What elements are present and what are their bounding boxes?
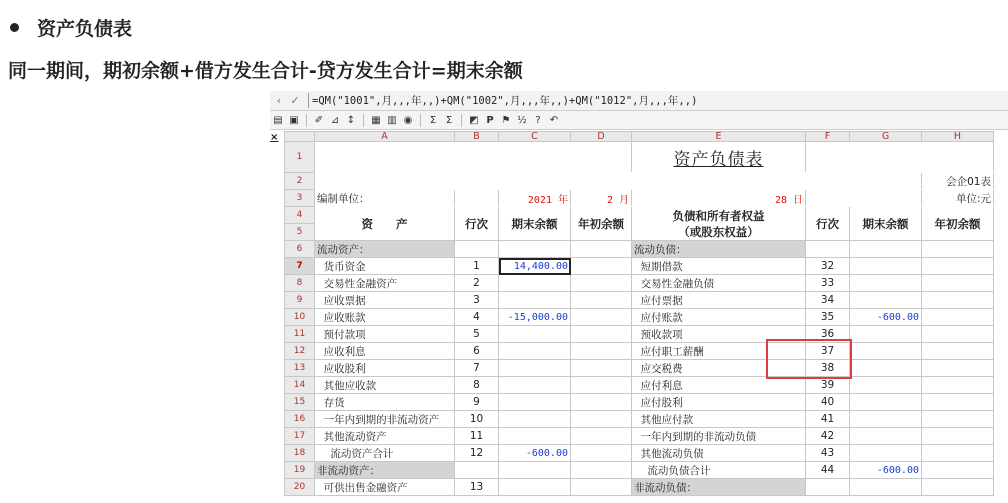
asset-name-cell[interactable]: 其他应收款 <box>315 377 455 394</box>
table-row <box>285 377 994 394</box>
title-row <box>285 142 994 173</box>
asset-name-cell[interactable]: 可供出售金融资产 <box>315 479 455 496</box>
line-number-cell[interactable]: 1 <box>455 258 499 275</box>
sum-all-icon[interactable]: Σ <box>445 114 453 126</box>
asset-name-cell[interactable]: 应收利息 <box>315 343 455 360</box>
line-number-cell[interactable]: 6 <box>455 343 499 360</box>
line-number-cell[interactable]: 41 <box>806 411 850 428</box>
row-header[interactable]: 13 <box>285 360 315 377</box>
column-header-e[interactable]: E <box>632 132 806 142</box>
ending-balance-cell[interactable] <box>499 394 571 411</box>
line-number-cell[interactable]: 2 <box>455 275 499 292</box>
header-ending-balance-2[interactable]: 期末余额 <box>850 207 922 241</box>
beginning-balance-cell[interactable] <box>922 377 994 394</box>
wand-icon[interactable]: ✐ <box>314 114 324 126</box>
header-assets[interactable]: 资 产 <box>315 207 455 241</box>
column-header-a[interactable]: A <box>315 132 455 142</box>
header-beginning-balance[interactable]: 年初余额 <box>571 207 632 241</box>
row-header[interactable]: 6 <box>285 241 315 258</box>
line-number-cell[interactable]: 9 <box>455 394 499 411</box>
ending-balance-cell[interactable] <box>499 462 571 479</box>
beginning-balance-cell[interactable] <box>571 292 632 309</box>
column-header-d[interactable]: D <box>571 132 632 142</box>
liability-name-cell[interactable]: 非流动负债： <box>632 479 806 496</box>
ending-balance-cell[interactable] <box>499 411 571 428</box>
beginning-balance-cell[interactable] <box>922 258 994 275</box>
asset-name-cell[interactable]: 流动资产合计 <box>315 445 455 462</box>
beginning-balance-cell[interactable] <box>571 343 632 360</box>
row-header[interactable]: 2 <box>285 173 315 190</box>
line-number-cell[interactable] <box>806 479 850 496</box>
line-number-cell[interactable]: 10 <box>455 411 499 428</box>
liability-name-cell[interactable]: 其他流动负债 <box>632 445 806 462</box>
beginning-balance-cell[interactable] <box>922 428 994 445</box>
row-header[interactable]: 14 <box>285 377 315 394</box>
line-number-cell[interactable]: 37 <box>806 343 850 360</box>
doc-icon[interactable]: ▤ <box>273 114 283 126</box>
confirm-formula-button[interactable]: ✓ <box>290 94 300 107</box>
line-number-cell[interactable]: 13 <box>455 479 499 496</box>
toolbar-divider <box>461 114 462 127</box>
row-header[interactable]: 9 <box>285 292 315 309</box>
ending-balance-cell[interactable] <box>850 428 922 445</box>
grid-icon[interactable]: ▦ <box>371 114 381 126</box>
ending-balance-cell[interactable]: -600.00 <box>499 445 571 462</box>
bullet-icon <box>10 23 19 32</box>
asset-name-cell[interactable]: 应收股利 <box>315 360 455 377</box>
ending-balance-cell[interactable] <box>850 445 922 462</box>
table-row <box>285 462 994 479</box>
row-header[interactable]: 11 <box>285 326 315 343</box>
report-day[interactable]: 28 日 <box>632 190 806 207</box>
ending-balance-cell[interactable] <box>850 479 922 496</box>
row-header[interactable]: 20 <box>285 479 315 496</box>
ending-balance-cell[interactable] <box>499 241 571 258</box>
table-row <box>285 309 994 326</box>
ending-balance-cell[interactable]: -15,000.00 <box>499 309 571 326</box>
beginning-balance-cell[interactable] <box>922 326 994 343</box>
p-icon[interactable]: P <box>486 114 494 126</box>
table-row <box>285 394 994 411</box>
row-header[interactable]: 19 <box>285 462 315 479</box>
beginning-balance-cell[interactable] <box>571 326 632 343</box>
ending-balance-cell[interactable] <box>850 343 922 360</box>
liability-name-cell[interactable]: 应付职工薪酬 <box>632 343 806 360</box>
heading-text: 资产负债表 <box>37 17 133 40</box>
line-number-cell[interactable]: 39 <box>806 377 850 394</box>
data-rows <box>285 241 994 496</box>
line-number-cell[interactable]: 38 <box>806 360 850 377</box>
row-header[interactable]: 3 <box>285 190 315 207</box>
blank-cell[interactable] <box>315 173 922 190</box>
form-number[interactable]: 会企01表 <box>922 173 994 190</box>
row-header[interactable]: 7 <box>285 258 315 275</box>
blank-cell[interactable] <box>806 142 994 173</box>
beginning-balance-cell[interactable] <box>571 411 632 428</box>
ending-balance-cell[interactable]: 14,400.00 <box>499 258 571 275</box>
column-header-f[interactable]: F <box>806 132 850 142</box>
table-row <box>285 360 994 377</box>
beginning-balance-cell[interactable] <box>922 309 994 326</box>
report-year[interactable]: 2021 年 <box>499 190 571 207</box>
balance-sheet-grid <box>284 131 994 496</box>
line-number-cell[interactable]: 35 <box>806 309 850 326</box>
sum-icon[interactable]: Σ <box>429 114 437 126</box>
beginning-balance-cell[interactable] <box>922 394 994 411</box>
beginning-balance-cell[interactable] <box>571 428 632 445</box>
asset-name-cell[interactable]: 非流动资产： <box>315 462 455 479</box>
row-header[interactable]: 16 <box>285 411 315 428</box>
beginning-balance-cell[interactable] <box>922 462 994 479</box>
blank-cell[interactable] <box>455 190 499 207</box>
liability-name-cell[interactable]: 应付股利 <box>632 394 806 411</box>
column-header-row <box>285 132 994 142</box>
table-row <box>285 258 994 275</box>
asset-name-cell[interactable]: 其他流动资产 <box>315 428 455 445</box>
line-number-cell[interactable]: 34 <box>806 292 850 309</box>
line-number-cell[interactable] <box>455 462 499 479</box>
beginning-balance-cell[interactable] <box>571 394 632 411</box>
row-header[interactable]: 17 <box>285 428 315 445</box>
line-number-cell[interactable]: 3 <box>455 292 499 309</box>
liability-name-cell[interactable]: 其他应付款 <box>632 411 806 428</box>
beginning-balance-cell[interactable] <box>922 292 994 309</box>
header-liabilities[interactable] <box>632 207 806 241</box>
liability-name-cell[interactable]: 一年内到期的非流动负债 <box>632 428 806 445</box>
ending-balance-cell[interactable] <box>499 479 571 496</box>
fraction-icon[interactable]: ½ <box>517 114 527 126</box>
header-line-no[interactable]: 行次 <box>455 207 499 241</box>
beginning-balance-cell[interactable] <box>922 343 994 360</box>
ending-balance-cell[interactable] <box>499 360 571 377</box>
flag-icon[interactable]: ⚑ <box>501 114 511 126</box>
chart2-icon[interactable]: ◩ <box>469 114 479 126</box>
line-number-cell[interactable]: 32 <box>806 258 850 275</box>
save-icon[interactable]: ▣ <box>289 114 299 126</box>
row-header[interactable]: 18 <box>285 445 315 462</box>
header-row <box>285 207 994 224</box>
ending-balance-cell[interactable] <box>850 241 922 258</box>
line-number-cell[interactable]: 40 <box>806 394 850 411</box>
blank-cell[interactable] <box>315 142 632 173</box>
table-row <box>285 445 994 462</box>
table-row <box>285 411 994 428</box>
ending-balance-cell[interactable] <box>850 411 922 428</box>
liability-name-cell[interactable]: 应付票据 <box>632 292 806 309</box>
blank-cell[interactable] <box>806 190 922 207</box>
binoculars-icon[interactable]: ◉ <box>403 114 413 126</box>
liability-name-cell[interactable]: 流动负债： <box>632 241 806 258</box>
line-number-cell[interactable]: 7 <box>455 360 499 377</box>
merge-icon[interactable]: ▥ <box>387 114 397 126</box>
unit-right[interactable]: 单位:元 <box>922 190 994 207</box>
beginning-balance-cell[interactable] <box>922 275 994 292</box>
asset-name-cell[interactable]: 货币资金 <box>315 258 455 275</box>
ending-balance-cell[interactable] <box>850 275 922 292</box>
header-liabilities-line1: 负债和所有者权益 <box>672 208 765 223</box>
toolbar-divider <box>363 114 364 127</box>
beginning-balance-cell[interactable] <box>571 258 632 275</box>
unit-label[interactable]: 编制单位： <box>315 190 455 207</box>
line-number-cell[interactable]: 5 <box>455 326 499 343</box>
table-row <box>285 428 994 445</box>
ending-balance-cell[interactable] <box>499 343 571 360</box>
table-row <box>285 275 994 292</box>
cancel-formula-button[interactable]: ‹ <box>276 94 282 107</box>
row-header[interactable]: 15 <box>285 394 315 411</box>
liability-name-cell[interactable]: 应付利息 <box>632 377 806 394</box>
beginning-balance-cell[interactable] <box>571 360 632 377</box>
ending-balance-cell[interactable]: -600.00 <box>850 462 922 479</box>
table-row <box>285 479 994 496</box>
row-header[interactable]: 12 <box>285 343 315 360</box>
subheading: 同一期间，期初余额+借方发生合计-贷方发生合计=期末余额 <box>8 60 523 82</box>
liability-name-cell[interactable]: 预收款项 <box>632 326 806 343</box>
meta-row <box>285 190 994 207</box>
formula-input[interactable]: =QM("1001",月,,,年,,)+QM("1002",月,,,年,,)+QM("1012",月,,,年,,) <box>308 93 697 108</box>
beginning-balance-cell[interactable] <box>922 360 994 377</box>
ending-balance-cell[interactable] <box>850 326 922 343</box>
row-header[interactable]: 1 <box>285 142 315 173</box>
beginning-balance-cell[interactable] <box>571 462 632 479</box>
row-header[interactable]: 8 <box>285 275 315 292</box>
corner-cell[interactable] <box>285 132 315 142</box>
beginning-balance-cell[interactable] <box>571 377 632 394</box>
column-header-b[interactable]: B <box>455 132 499 142</box>
liability-name-cell[interactable]: 流动负债合计 <box>632 462 806 479</box>
header-line-no-2[interactable]: 行次 <box>806 207 850 241</box>
ending-balance-cell[interactable] <box>850 377 922 394</box>
meta-row <box>285 173 994 190</box>
header-liabilities-line2: （或股东权益） <box>678 224 759 239</box>
row-header[interactable]: 10 <box>285 309 315 326</box>
ending-balance-cell[interactable] <box>499 275 571 292</box>
line-number-cell[interactable]: 33 <box>806 275 850 292</box>
beginning-balance-cell[interactable] <box>571 275 632 292</box>
beginning-balance-cell[interactable] <box>922 241 994 258</box>
asset-name-cell[interactable]: 一年内到期的非流动资产 <box>315 411 455 428</box>
section-heading <box>8 12 132 42</box>
row-header[interactable]: 5 <box>285 224 315 241</box>
toolbar <box>270 111 1008 130</box>
asset-name-cell[interactable]: 存货 <box>315 394 455 411</box>
ending-balance-cell[interactable] <box>850 360 922 377</box>
line-number-cell[interactable]: 44 <box>806 462 850 479</box>
asset-name-cell[interactable]: 交易性金融资产 <box>315 275 455 292</box>
liability-name-cell[interactable]: 应付账款 <box>632 309 806 326</box>
sort-icon[interactable]: ↕ <box>346 114 356 126</box>
beginning-balance-cell[interactable] <box>571 445 632 462</box>
table-row <box>285 241 994 258</box>
column-header-c[interactable]: C <box>499 132 571 142</box>
liability-name-cell[interactable]: 应交税费 <box>632 360 806 377</box>
beginning-balance-cell[interactable] <box>922 411 994 428</box>
asset-name-cell[interactable]: 应收票据 <box>315 292 455 309</box>
toolbar-divider <box>306 114 307 127</box>
beginning-balance-cell[interactable] <box>571 241 632 258</box>
liability-name-cell[interactable]: 交易性金融负债 <box>632 275 806 292</box>
ending-balance-cell[interactable] <box>850 258 922 275</box>
ending-balance-cell[interactable] <box>850 394 922 411</box>
line-number-cell[interactable]: 12 <box>455 445 499 462</box>
report-month[interactable]: 2 月 <box>571 190 632 207</box>
ending-balance-cell[interactable] <box>499 428 571 445</box>
line-number-cell[interactable]: 42 <box>806 428 850 445</box>
column-header-g[interactable]: G <box>850 132 922 142</box>
formula-bar <box>270 91 1008 111</box>
ending-balance-cell[interactable] <box>499 292 571 309</box>
table-row <box>285 343 994 360</box>
line-number-cell[interactable]: 4 <box>455 309 499 326</box>
header-ending-balance[interactable]: 期末余额 <box>499 207 571 241</box>
beginning-balance-cell[interactable] <box>922 445 994 462</box>
line-number-cell[interactable] <box>806 241 850 258</box>
beginning-balance-cell[interactable] <box>571 479 632 496</box>
liability-name-cell[interactable]: 短期借款 <box>632 258 806 275</box>
help-icon[interactable]: ? <box>535 114 541 126</box>
ending-balance-cell[interactable] <box>499 377 571 394</box>
chart-icon[interactable]: ⊿ <box>330 114 340 126</box>
line-number-cell[interactable]: 36 <box>806 326 850 343</box>
line-number-cell[interactable]: 43 <box>806 445 850 462</box>
asset-name-cell[interactable]: 应收账款 <box>315 309 455 326</box>
asset-name-cell[interactable]: 流动资产： <box>315 241 455 258</box>
asset-name-cell[interactable]: 预付款项 <box>315 326 455 343</box>
header-beginning-balance-2[interactable]: 年初余额 <box>922 207 994 241</box>
toolbar-divider <box>420 114 421 127</box>
ending-balance-cell[interactable] <box>850 292 922 309</box>
table-row <box>285 326 994 343</box>
line-number-cell[interactable] <box>455 241 499 258</box>
beginning-balance-cell[interactable] <box>571 309 632 326</box>
beginning-balance-cell[interactable] <box>922 479 994 496</box>
ending-balance-cell[interactable]: -600.00 <box>850 309 922 326</box>
close-icon[interactable]: × <box>270 132 279 143</box>
table-row <box>285 292 994 309</box>
sheet-title[interactable]: 资产负债表 <box>632 142 806 173</box>
row-header[interactable]: 4 <box>285 207 315 224</box>
line-number-cell[interactable]: 8 <box>455 377 499 394</box>
undo-icon[interactable]: ↶ <box>549 114 559 126</box>
line-number-cell[interactable]: 11 <box>455 428 499 445</box>
spreadsheet-window <box>270 91 1008 503</box>
column-header-h[interactable]: H <box>922 132 994 142</box>
ending-balance-cell[interactable] <box>499 326 571 343</box>
